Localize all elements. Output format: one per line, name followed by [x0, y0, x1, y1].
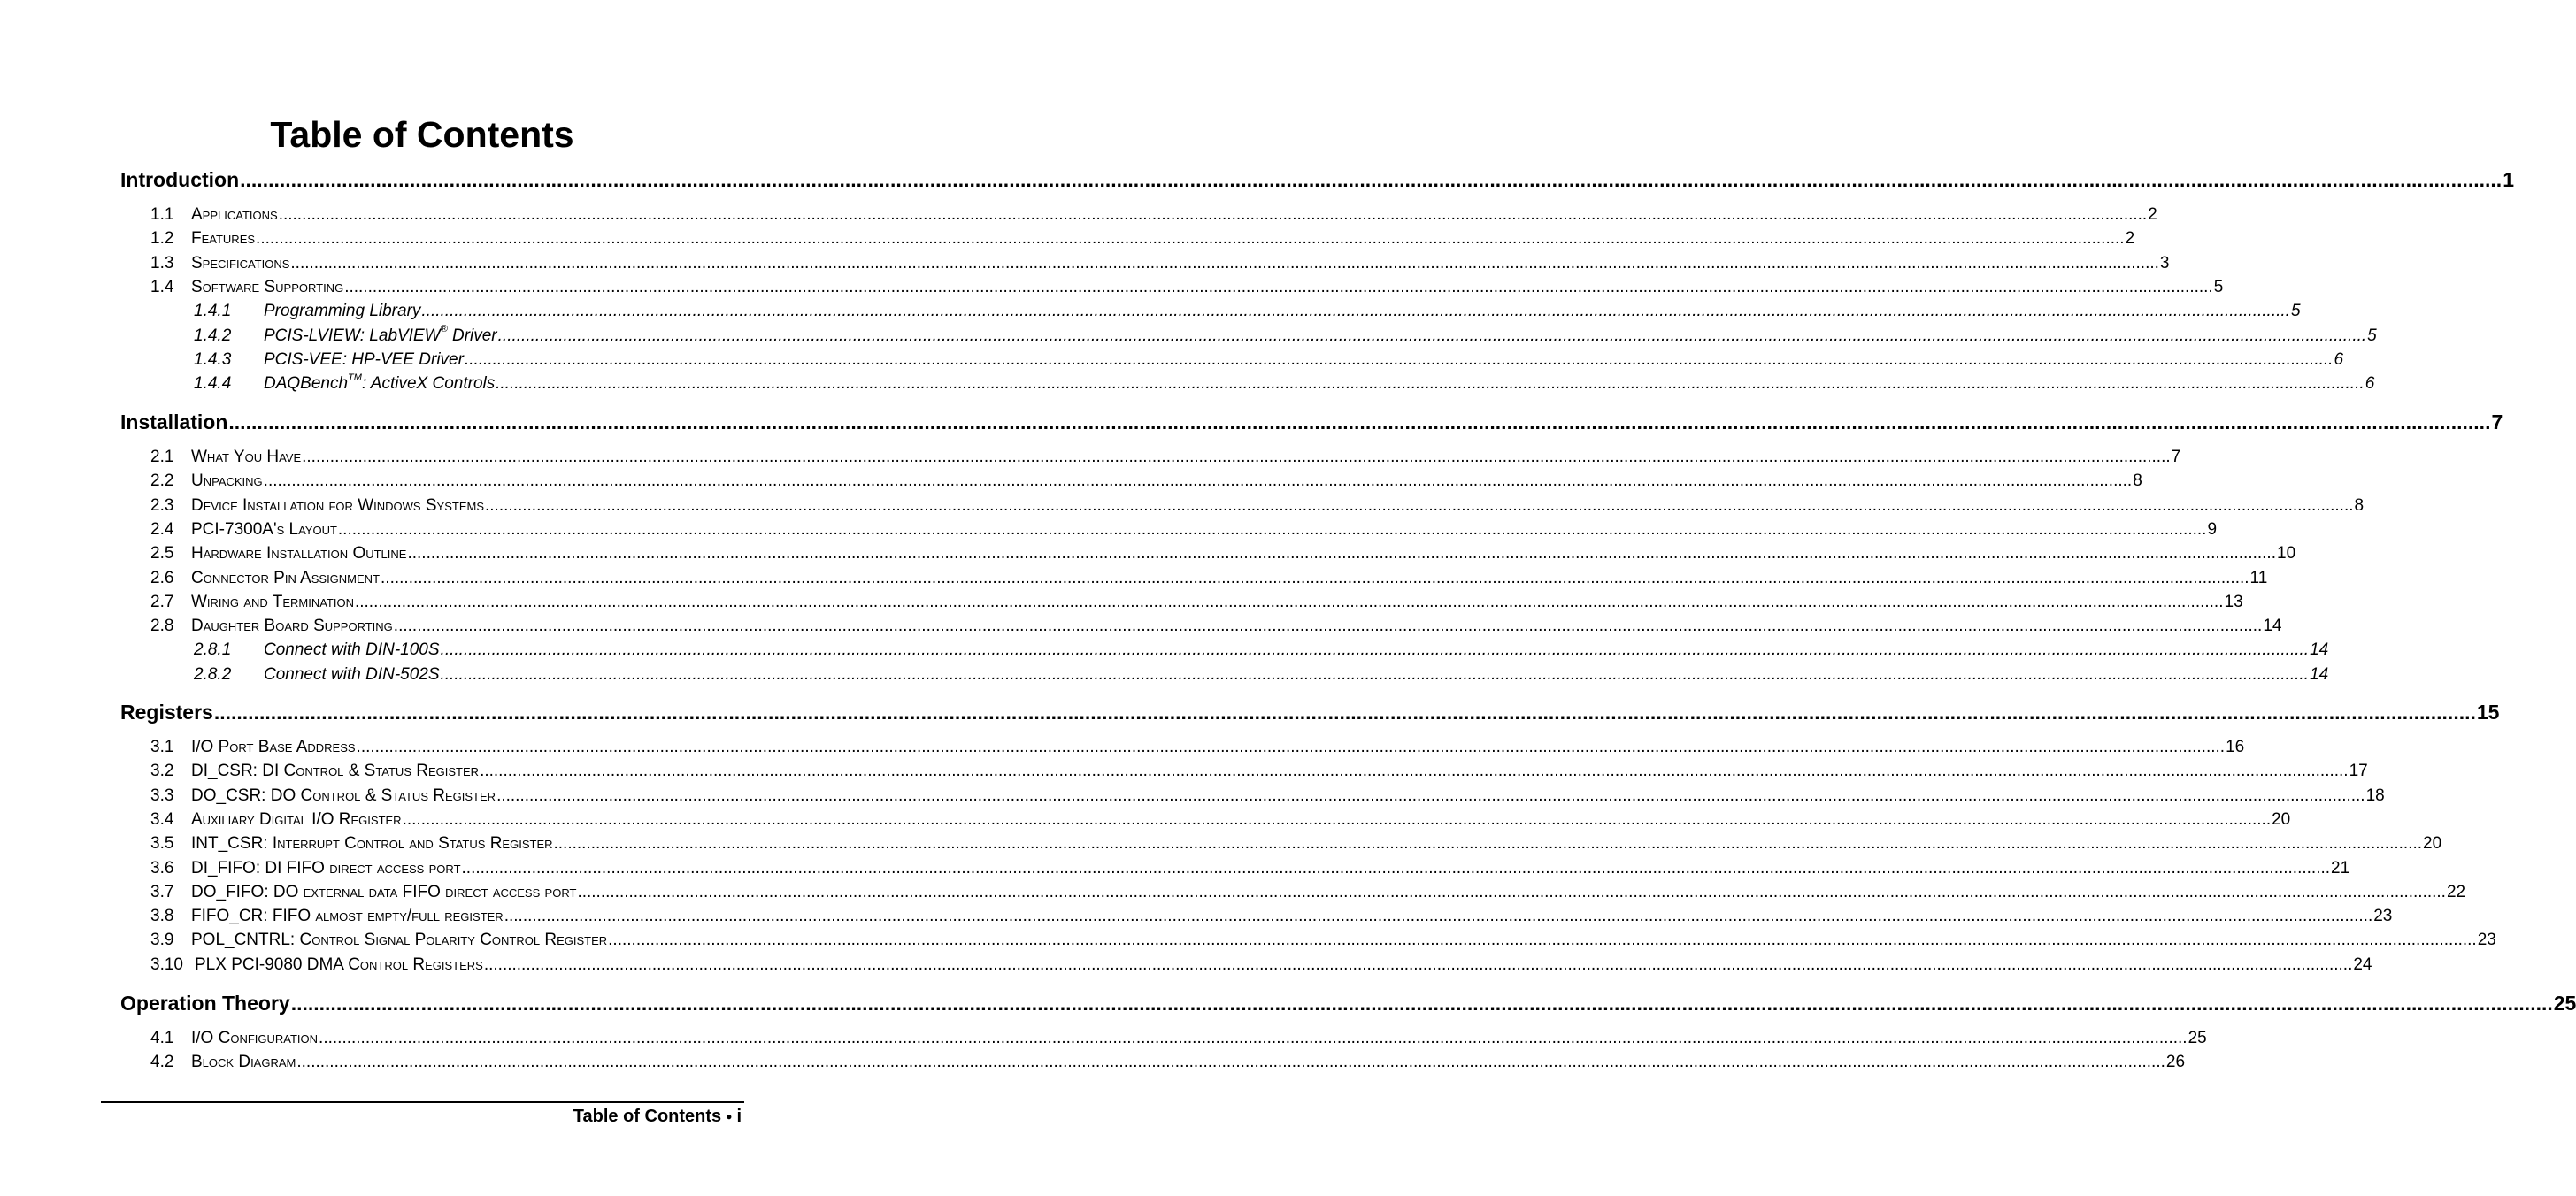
footer-label: Table of Contents	[573, 1107, 722, 1126]
subsection-title	[264, 640, 440, 660]
footer-divider	[101, 1101, 744, 1103]
section-title: DI_CSR: DI Control & Status Register	[191, 762, 480, 781]
section-number: 2.4	[150, 519, 174, 539]
section-page-number: 20	[2272, 809, 2291, 829]
subsection-title	[264, 350, 464, 370]
subsection-title	[264, 302, 420, 321]
dot-leader: ................................................................................................................................................................................................................................................................................................................................................................................................................	[228, 410, 2491, 433]
dot-leader: ................................................................................................................................................................................................................................................................................................................................................................................................................	[407, 544, 2276, 564]
section-number: 1.1	[150, 205, 174, 224]
dot-leader: ................................................................................................................................................................................................................................................................................................................................................................................................................	[344, 277, 2213, 296]
dot-leader: ................................................................................................................................................................................................................................................................................................................................................................................................................	[354, 592, 2224, 611]
section-page-number: 17	[2349, 762, 2368, 781]
toc-section-entry[interactable]	[150, 472, 2142, 494]
subsection-title-text: Connect with DIN-100S	[264, 640, 440, 660]
dot-leader: ................................................................................................................................................................................................................................................................................................................................................................................................................	[290, 253, 2159, 272]
section-title: Wiring and Termination	[191, 592, 354, 611]
toc-section-entry[interactable]	[150, 738, 2245, 761]
dot-leader: ................................................................................................................................................................................................................................................................................................................................................................................................................	[496, 374, 2365, 394]
section-title: Auxiliary Digital I/O Register	[191, 809, 402, 829]
section-title: DO_FIFO: DO external data FIFO direct access port	[191, 882, 577, 901]
toc-section-entry[interactable]	[150, 229, 2135, 252]
dot-leader: ................................................................................................................................................................................................................................................................................................................................................................................................................	[278, 205, 2148, 224]
dot-leader: ................................................................................................................................................................................................................................................................................................................................................................................................................	[464, 349, 2334, 369]
section-number: 3.9	[150, 931, 174, 950]
dot-leader: ................................................................................................................................................................................................................................................................................................................................................................................................................	[497, 326, 2367, 345]
toc-chapter-entry[interactable]	[120, 992, 2576, 1018]
section-title: FIFO_CR: FIFO almost empty/full register	[191, 907, 504, 926]
section-number: 3.8	[150, 907, 174, 926]
chapter-page-number: 15	[2476, 701, 2500, 724]
section-number: 3.4	[150, 809, 174, 829]
section-title: Unpacking	[191, 472, 263, 491]
toc-chapter-entry[interactable]	[120, 410, 2503, 437]
subsection-title	[264, 374, 495, 394]
toc-section-entry[interactable]	[150, 882, 2466, 906]
subsection-title-text: Connect with DIN-502S	[264, 664, 440, 684]
section-page-number: 23	[2477, 931, 2496, 950]
section-number: 2.3	[150, 495, 174, 515]
toc-section-entry[interactable]	[150, 762, 2368, 785]
subsection-number: 2.8.1	[194, 640, 232, 660]
section-title: What You Have	[191, 448, 302, 466]
section-title: I/O Configuration	[191, 1029, 319, 1047]
section-number: 4.1	[150, 1029, 174, 1047]
toc-subsection-entry[interactable]	[194, 349, 2344, 373]
toc-section-entry[interactable]	[150, 448, 2181, 471]
dot-leader: ................................................................................................................................................................................................................................................................................................................................................................................................................	[608, 931, 2477, 950]
dot-leader: ................................................................................................................................................................................................................................................................................................................................................................................................................	[290, 992, 2553, 1015]
section-title: Device Installation for Windows Systems	[191, 495, 484, 515]
toc-subsection-entry[interactable]	[194, 664, 2329, 688]
footer-page-number: i	[736, 1107, 742, 1126]
dot-leader: ................................................................................................................................................................................................................................................................................................................................................................................................................	[213, 701, 2476, 724]
section-page-number: 14	[2263, 617, 2282, 636]
chapter-page-number: 1	[2503, 168, 2514, 191]
subsection-page-number: 6	[2365, 374, 2375, 394]
toc-section-entry[interactable]	[150, 253, 2170, 277]
section-title: Features	[191, 229, 256, 249]
section-number: 1.2	[150, 229, 174, 249]
section-number: 1.3	[150, 253, 174, 272]
dot-leader: ................................................................................................................................................................................................................................................................................................................................................................................................................	[356, 738, 2226, 756]
subsection-number: 1.4.3	[194, 349, 232, 369]
dot-leader: ................................................................................................................................................................................................................................................................................................................................................................................................................	[381, 568, 2249, 587]
dot-leader: ................................................................................................................................................................................................................................................................................................................................................................................................................	[483, 954, 2353, 974]
toc-section-entry[interactable]	[150, 617, 2282, 640]
section-title: Applications	[191, 205, 278, 224]
dot-leader: ................................................................................................................................................................................................................................................................................................................................................................................................................	[393, 617, 2263, 636]
dot-leader: ................................................................................................................................................................................................................................................................................................................................................................................................................	[302, 448, 2171, 466]
toc-section-entry[interactable]	[150, 1029, 2207, 1052]
chapter-page-number: 25	[2553, 992, 2576, 1015]
subsection-number: 2.8.2	[194, 664, 232, 684]
section-number: 1.4	[150, 277, 174, 296]
section-page-number: 5	[2213, 277, 2224, 296]
section-title: INT_CSR: Interrupt Control and Status Register	[191, 834, 553, 854]
subsection-title-rest: Driver	[447, 326, 497, 345]
dot-leader: ................................................................................................................................................................................................................................................................................................................................................................................................................	[553, 834, 2423, 854]
footer-bullet: ●	[726, 1110, 733, 1123]
dot-leader: ................................................................................................................................................................................................................................................................................................................................................................................................................	[256, 229, 2125, 249]
section-title: POL_CNTRL: Control Signal Polarity Control Register	[191, 931, 608, 950]
section-number: 2.5	[150, 544, 174, 564]
dot-leader: ................................................................................................................................................................................................................................................................................................................................................................................................................	[496, 786, 2365, 805]
section-page-number: 8	[2133, 472, 2142, 491]
section-page-number: 3	[2159, 253, 2170, 272]
section-page-number: 21	[2331, 858, 2350, 878]
dot-leader: ................................................................................................................................................................................................................................................................................................................................................................................................................	[480, 762, 2349, 781]
section-page-number: 11	[2249, 568, 2268, 587]
toc-subsection-entry[interactable]	[194, 372, 2375, 397]
subsection-title-text: PCIS-LVIEW: LabVIEW	[264, 326, 441, 345]
section-number: 3.6	[150, 858, 174, 878]
toc-section-entry[interactable]	[150, 1053, 2186, 1076]
toc-chapter-entry[interactable]	[120, 701, 2500, 727]
toc-section-entry[interactable]	[150, 205, 2157, 228]
subsection-number: 1.4.1	[194, 302, 232, 321]
subsection-title-rest: : ActiveX Controls	[361, 374, 496, 394]
section-title: Daughter Board Supporting	[191, 617, 393, 636]
section-page-number: 2	[2125, 229, 2135, 249]
toc-section-entry[interactable]	[150, 568, 2268, 592]
subsection-title	[264, 665, 440, 685]
section-number: 4.2	[150, 1053, 174, 1072]
dot-leader: ................................................................................................................................................................................................................................................................................................................................................................................................................	[440, 640, 2310, 660]
trademark-mark: ®	[440, 324, 448, 335]
section-number: 2.8	[150, 617, 174, 636]
section-page-number: 25	[2188, 1029, 2207, 1047]
section-title: Software Supporting	[191, 277, 344, 296]
subsection-title	[264, 326, 497, 346]
section-title: Block Diagram	[191, 1053, 296, 1072]
section-number: 3.1	[150, 738, 174, 756]
section-title: Connector Pin Assignment	[191, 568, 381, 587]
section-page-number: 9	[2207, 519, 2218, 539]
dot-leader: ................................................................................................................................................................................................................................................................................................................................................................................................................	[421, 302, 2290, 321]
dot-leader: ................................................................................................................................................................................................................................................................................................................................................................................................................	[485, 495, 2354, 515]
toc-subsection-entry[interactable]	[194, 640, 2329, 663]
section-number: 3.10	[150, 954, 183, 974]
section-page-number: 18	[2365, 786, 2385, 805]
section-page-number: 7	[2171, 448, 2181, 466]
dot-leader: ................................................................................................................................................................................................................................................................................................................................................................................................................	[296, 1053, 2165, 1072]
section-page-number: 23	[2373, 907, 2393, 926]
chapter-title: Introduction	[120, 168, 240, 191]
subsection-number: 1.4.2	[194, 326, 232, 345]
section-title: DI_FIFO: DI FIFO direct access port	[191, 858, 461, 878]
toc-section-entry[interactable]	[150, 519, 2218, 543]
section-title: Specifications	[191, 253, 290, 272]
section-page-number: 13	[2224, 592, 2243, 611]
dot-leader: ................................................................................................................................................................................................................................................................................................................................................................................................................	[461, 858, 2331, 878]
section-title: PCI-7300A's Layout	[191, 519, 337, 539]
toc-section-entry[interactable]	[150, 858, 2350, 882]
section-title: DO_CSR: DO Control & Status Register	[191, 786, 496, 805]
dot-leader: ................................................................................................................................................................................................................................................................................................................................................................................................................	[504, 907, 2373, 926]
toc-section-entry[interactable]	[150, 809, 2291, 833]
chapter-title: Operation Theory	[120, 992, 290, 1015]
dot-leader: ................................................................................................................................................................................................................................................................................................................................................................................................................	[319, 1029, 2188, 1047]
section-number: 2.2	[150, 472, 174, 491]
section-number: 2.6	[150, 568, 174, 587]
section-number: 3.7	[150, 882, 174, 901]
section-page-number: 24	[2353, 954, 2372, 974]
section-number: 3.3	[150, 786, 174, 805]
chapter-title: Installation	[120, 410, 228, 433]
toc-section-entry[interactable]	[150, 592, 2243, 616]
trademark-mark: TM	[348, 372, 362, 383]
toc-section-entry[interactable]	[150, 786, 2385, 809]
subsection-page-number: 14	[2310, 640, 2329, 660]
toc-chapter-entry[interactable]	[120, 168, 2514, 195]
section-page-number: 26	[2165, 1053, 2186, 1072]
section-number: 2.1	[150, 448, 174, 466]
subsection-title-text: PCIS-VEE: HP-VEE Driver	[264, 349, 464, 369]
dot-leader: ................................................................................................................................................................................................................................................................................................................................................................................................................	[337, 519, 2207, 539]
toc-section-entry[interactable]	[150, 931, 2496, 954]
section-page-number: 16	[2226, 738, 2245, 756]
dot-leader: ................................................................................................................................................................................................................................................................................................................................................................................................................	[440, 664, 2310, 684]
section-title: I/O Port Base Address	[191, 738, 356, 756]
subsection-page-number: 14	[2310, 664, 2329, 684]
section-number: 2.7	[150, 592, 174, 611]
section-title: Hardware Installation Outline	[191, 544, 407, 564]
section-page-number: 10	[2277, 544, 2296, 564]
toc-section-entry[interactable]	[150, 495, 2365, 519]
page-footer	[573, 1107, 742, 1127]
toc-section-entry[interactable]	[150, 834, 2442, 857]
section-title: PLX PCI-9080 DMA Control Registers	[195, 954, 483, 974]
subsection-number: 1.4.4	[194, 374, 232, 394]
subsection-title-text: DAQBench	[264, 374, 349, 394]
chapter-title: Registers	[120, 701, 213, 724]
page-title: Table of Contents	[270, 114, 574, 155]
toc-subsection-entry[interactable]	[194, 324, 2377, 349]
section-page-number: 22	[2446, 882, 2466, 901]
subsection-page-number: 5	[2290, 302, 2301, 321]
toc-section-entry[interactable]	[150, 954, 2372, 978]
section-number: 3.2	[150, 762, 174, 781]
section-page-number: 20	[2423, 834, 2442, 854]
dot-leader: ................................................................................................................................................................................................................................................................................................................................................................................................................	[402, 809, 2272, 829]
section-number: 3.5	[150, 834, 174, 854]
dot-leader: ................................................................................................................................................................................................................................................................................................................................................................................................................	[577, 882, 2446, 901]
section-page-number: 2	[2148, 205, 2157, 224]
chapter-page-number: 7	[2491, 410, 2503, 433]
section-page-number: 8	[2354, 495, 2365, 515]
toc-section-entry[interactable]	[150, 544, 2296, 567]
toc-section-entry[interactable]	[150, 907, 2393, 930]
toc-subsection-entry[interactable]	[194, 302, 2301, 325]
dot-leader: ................................................................................................................................................................................................................................................................................................................................................................................................................	[240, 168, 2503, 191]
subsection-page-number: 6	[2334, 349, 2344, 369]
subsection-title-text: Programming Library	[264, 302, 421, 321]
toc-section-entry[interactable]	[150, 277, 2224, 301]
subsection-page-number: 5	[2367, 326, 2377, 345]
dot-leader: ................................................................................................................................................................................................................................................................................................................................................................................................................	[263, 472, 2133, 491]
